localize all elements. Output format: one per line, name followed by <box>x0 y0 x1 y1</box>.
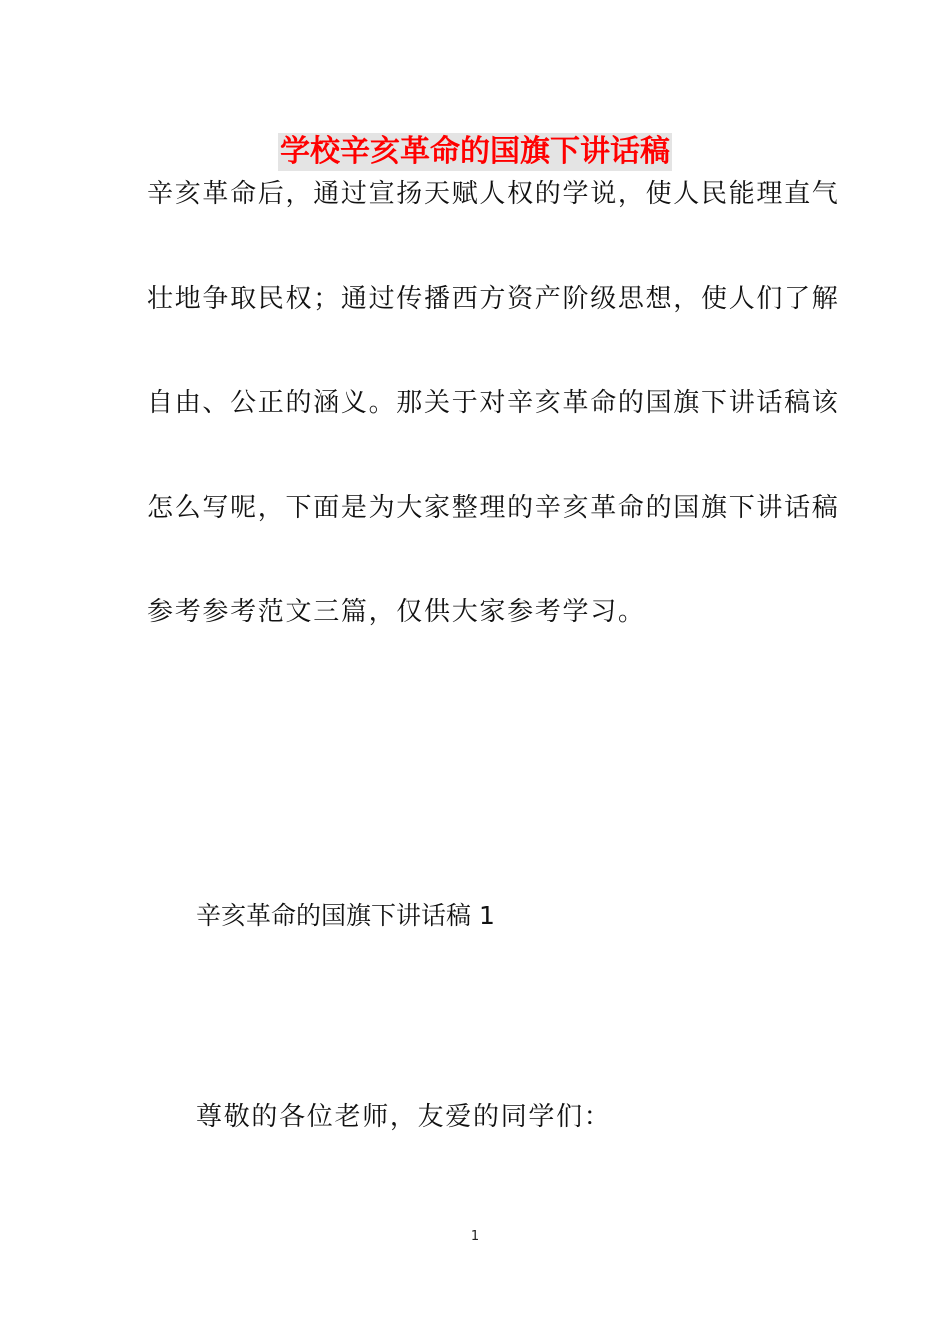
page-number: 1 <box>470 1229 480 1244</box>
intro-paragraph <box>147 176 840 699</box>
intro-line: 自由、公正的涵义。那关于对辛亥革命的国旗下讲话稿该 <box>147 388 840 418</box>
intro-line: 壮地争取民权；通过传播西方资产阶级思想，使人们了解 <box>147 283 840 314</box>
section-heading: 辛亥革命的国旗下讲话稿 1 <box>196 901 495 930</box>
greeting-line: 尊敬的各位老师，友爱的同学们： <box>196 1102 612 1132</box>
document-title: 学校辛亥革命的国旗下讲话稿 <box>280 134 670 169</box>
intro-line: 怎么写呢，下面是为大家整理的辛亥革命的国旗下讲话稿 <box>147 492 840 523</box>
intro-line: 辛亥革命后，通过宣扬天赋人权的学说，使人民能理直气 <box>147 179 840 209</box>
document-title-block <box>0 131 950 171</box>
intro-line: 参考参考范文三篇，仅供大家参考学习。 <box>147 597 646 627</box>
